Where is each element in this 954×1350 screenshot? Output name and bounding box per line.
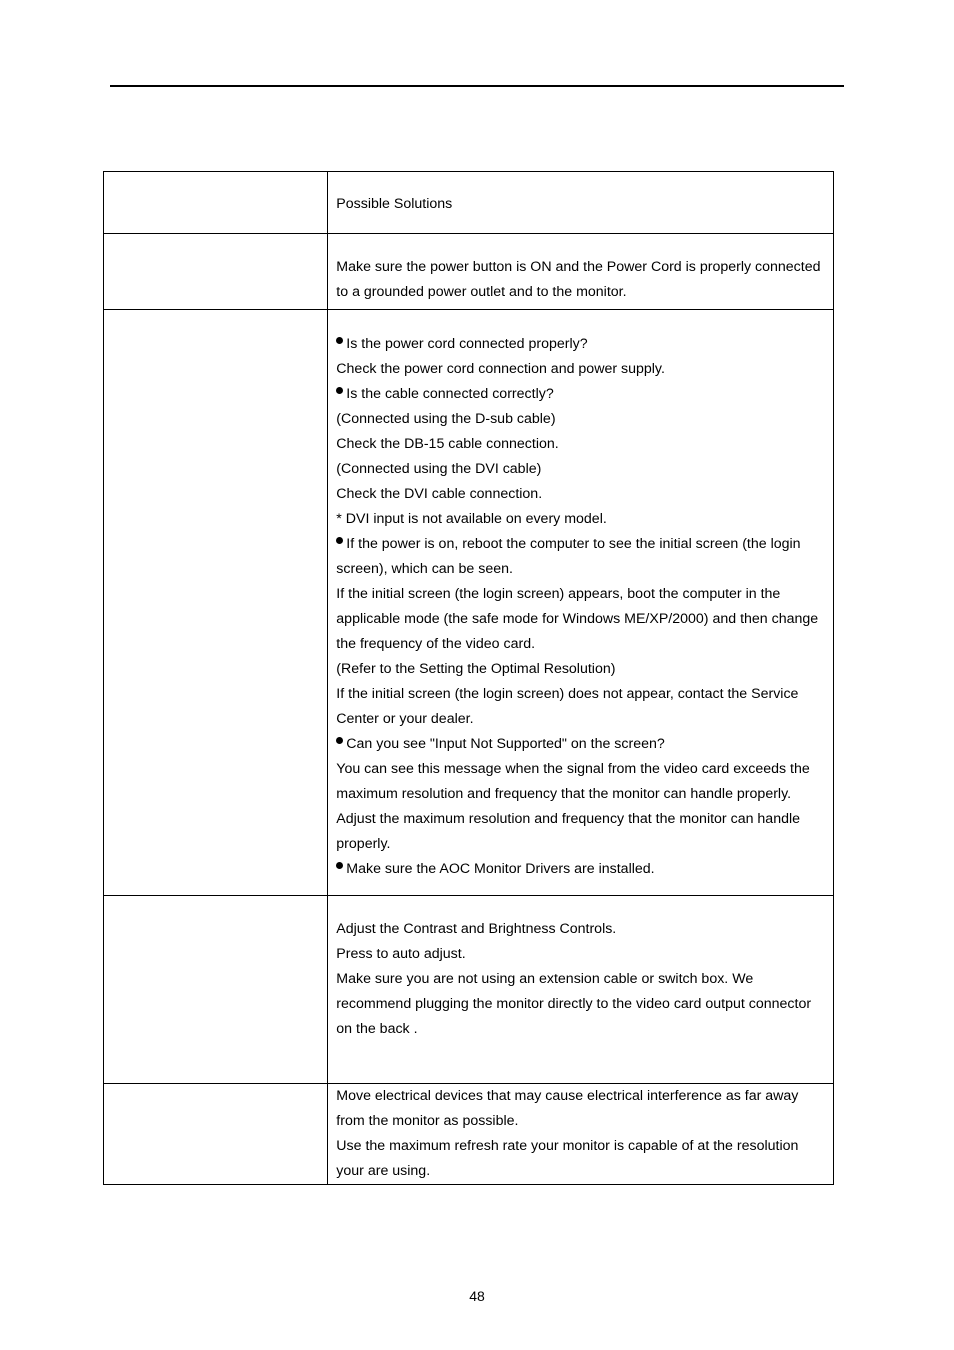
- solution-cell: [328, 310, 834, 896]
- solution-line: [336, 657, 827, 682]
- solution-line: [336, 807, 827, 832]
- problem-cell: [104, 310, 328, 896]
- bullet-item: [336, 732, 827, 757]
- bullet-icon: [336, 862, 343, 869]
- solution-lines: [328, 234, 833, 305]
- header-rule: [110, 85, 844, 87]
- solution-text: Can you see "Input Not Supported" on the screen?: [346, 736, 665, 752]
- solution-text: You can see this message when the signal from the video card exceeds the: [336, 761, 810, 777]
- solution-text: (Connected using the D-sub cable): [336, 411, 556, 427]
- header-cell-problem: [104, 172, 328, 234]
- solution-line: [336, 255, 827, 280]
- bullet-item: [336, 857, 827, 882]
- solution-text: properly.: [336, 836, 391, 852]
- header-solutions-label: Possible Solutions: [336, 196, 453, 212]
- solution-text: If the initial screen (the login screen) appears, boot the computer in the: [336, 586, 781, 602]
- problem-cell: [104, 896, 328, 1084]
- solution-text: Check the DVI cable connection.: [336, 486, 543, 502]
- solution-text: screen), which can be seen.: [336, 561, 513, 577]
- solution-line: [336, 507, 827, 532]
- solution-line: [336, 280, 827, 305]
- solution-text: to a grounded power outlet and to the monitor.: [336, 284, 627, 300]
- bullet-item: [336, 332, 827, 357]
- table-row: [104, 896, 834, 1084]
- troubleshooting-table: [103, 171, 834, 1185]
- solution-text: Is the cable connected correctly?: [346, 386, 554, 402]
- problem-cell: [104, 234, 328, 310]
- solution-line: [336, 942, 827, 967]
- solution-lines: [328, 1084, 833, 1184]
- bullet-item: [336, 532, 827, 557]
- solution-text: Make sure the power button is ON and the Power Cord is properly connected: [336, 259, 821, 275]
- bullet-item: [336, 382, 827, 407]
- solution-text: Is the power cord connected properly?: [346, 336, 588, 352]
- solution-line: [336, 782, 827, 807]
- page-number: 48: [469, 1288, 485, 1304]
- solution-text: Press to auto adjust.: [336, 946, 466, 962]
- solution-line: [336, 757, 827, 782]
- solution-text: Adjust the Contrast and Brightness Controls.: [336, 921, 617, 937]
- solution-text: on the back .: [336, 1021, 418, 1037]
- table-header-row: [104, 172, 834, 234]
- solution-line: [336, 457, 827, 482]
- solution-text: Make sure you are not using an extension cable or switch box. We: [336, 971, 754, 987]
- solution-lines: [328, 310, 833, 882]
- solution-text: Check the DB-15 cable connection.: [336, 436, 559, 452]
- solution-line: [336, 1159, 827, 1184]
- solution-line: [336, 357, 827, 382]
- solution-text: maximum resolution and frequency that the monitor can handle properly.: [336, 786, 792, 802]
- solution-line: [336, 832, 827, 857]
- solution-text: Make sure the AOC Monitor Drivers are installed.: [346, 861, 655, 877]
- bullet-icon: [336, 737, 343, 744]
- bullet-icon: [336, 537, 343, 544]
- solution-text: Adjust the maximum resolution and frequency that the monitor can handle: [336, 811, 801, 827]
- solution-text: * DVI input is not available on every model.: [336, 511, 607, 527]
- solution-line: [336, 407, 827, 432]
- solution-text: recommend plugging the monitor directly to the video card output connector: [336, 996, 812, 1012]
- solution-line: [336, 1084, 827, 1109]
- solution-line: [336, 1017, 827, 1042]
- solution-cell: [328, 1084, 834, 1185]
- solution-line: [336, 682, 827, 707]
- bullet-icon: [336, 387, 343, 394]
- solution-text: from the monitor as possible.: [336, 1113, 519, 1129]
- table-row: [104, 234, 834, 310]
- solution-cell: [328, 896, 834, 1084]
- solution-line: [336, 557, 827, 582]
- solution-text: Check the power cord connection and power supply.: [336, 361, 665, 377]
- solution-line: [336, 707, 827, 732]
- table-row: [104, 1084, 834, 1185]
- solution-text: Center or your dealer.: [336, 711, 474, 727]
- solution-line: [336, 992, 827, 1017]
- solution-lines: [328, 896, 833, 1042]
- header-cell-solutions: [328, 172, 834, 234]
- solution-text: If the initial screen (the login screen) does not appear, contact the Service: [336, 686, 799, 702]
- solution-line: [336, 632, 827, 657]
- solution-text: If the power is on, reboot the computer to see the initial screen (the login: [346, 536, 801, 552]
- solution-line: [336, 917, 827, 942]
- solution-text: your are using.: [336, 1163, 431, 1179]
- table-row: [104, 310, 834, 896]
- solution-line: [336, 1134, 827, 1159]
- solution-line: [336, 1109, 827, 1134]
- problem-cell: [104, 1084, 328, 1185]
- solution-text: the frequency of the video card.: [336, 636, 536, 652]
- solution-text: (Refer to the Setting the Optimal Resolution): [336, 661, 616, 677]
- solution-text: (Connected using the DVI cable): [336, 461, 542, 477]
- solution-line: [336, 967, 827, 992]
- solution-line: [336, 582, 827, 607]
- solution-line: [336, 482, 827, 507]
- solution-text: Use the maximum refresh rate your monitor is capable of at the resolution: [336, 1138, 799, 1154]
- solution-line: [336, 607, 827, 632]
- solution-line: [336, 432, 827, 457]
- solution-cell: [328, 234, 834, 310]
- solution-text: applicable mode (the safe mode for Windows ME/XP/2000) and then change: [336, 611, 819, 627]
- bullet-icon: [336, 337, 343, 344]
- solution-text: Move electrical devices that may cause electrical interference as far away: [336, 1088, 799, 1104]
